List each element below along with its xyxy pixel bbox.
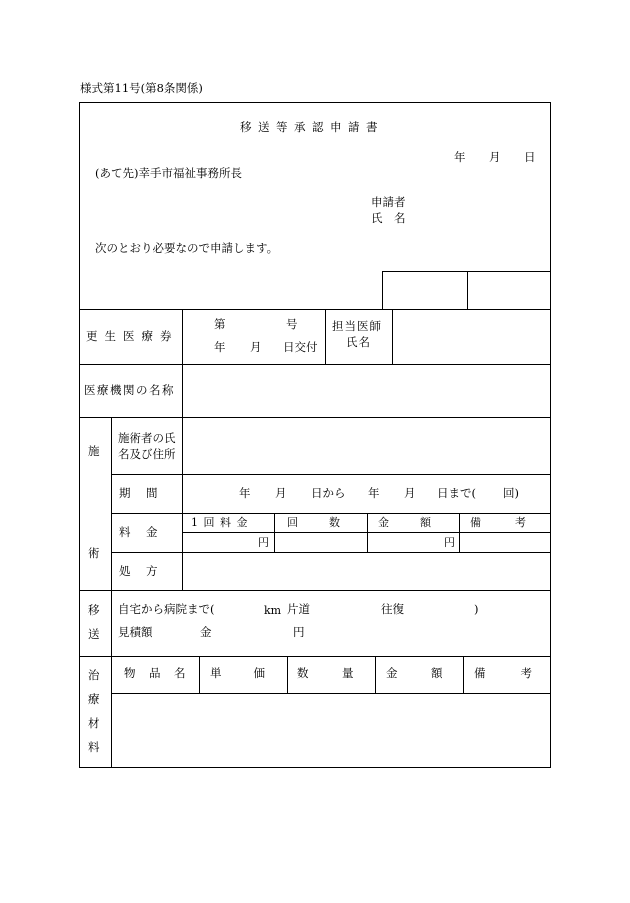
isou-side-label-1: 移 bbox=[88, 603, 100, 617]
materials-column-line bbox=[463, 656, 464, 693]
materials-header-divider bbox=[111, 693, 551, 694]
date-month-label: 月 bbox=[489, 150, 501, 164]
estimate-amount-label: 金 bbox=[200, 625, 212, 639]
date-day-label: 日 bbox=[524, 150, 536, 164]
request-text: 次のとおり必要なので申請します。 bbox=[95, 241, 279, 255]
km-unit: km bbox=[264, 604, 282, 617]
issued-year-label: 年 bbox=[214, 340, 226, 354]
fee-per-visit-unit: 円 bbox=[258, 536, 269, 549]
period-label: 期 間 bbox=[119, 486, 160, 500]
fee-header-per-visit: 1 回 料 金 bbox=[191, 516, 249, 529]
materials-side-label-2: 療 bbox=[88, 692, 100, 706]
section-divider bbox=[79, 417, 551, 418]
fee-header-count: 回 数 bbox=[287, 516, 343, 529]
fee-header-remarks: 備 考 bbox=[470, 516, 530, 529]
ticket-number-suffix: 号 bbox=[286, 317, 298, 331]
section-divider bbox=[79, 656, 551, 657]
period-year-to: 年 bbox=[368, 486, 380, 500]
materials-header-quantity: 数 量 bbox=[297, 666, 357, 680]
isou-side-label-2: 送 bbox=[88, 627, 100, 641]
koseiiryoken-label: 更生医療券 bbox=[86, 329, 179, 343]
label-column-line bbox=[182, 417, 183, 590]
doctor-column-right bbox=[392, 309, 393, 364]
doctor-label: 担当医師 bbox=[332, 319, 382, 333]
oneway-label: 片道 bbox=[287, 602, 310, 616]
materials-header-remarks: 備 考 bbox=[474, 666, 536, 680]
stamp-box-left bbox=[382, 271, 383, 309]
issued-suffix: 日交付 bbox=[283, 340, 318, 354]
side-column-line bbox=[111, 417, 112, 590]
institution-label: 医療機関の名称 bbox=[84, 383, 175, 397]
materials-header-unit-price: 単 価 bbox=[210, 666, 268, 680]
materials-side-label-3: 材 bbox=[88, 716, 100, 730]
route-close-paren: ) bbox=[474, 602, 479, 616]
row-divider bbox=[111, 474, 551, 475]
side-column-line bbox=[111, 656, 112, 768]
fee-column-line bbox=[274, 513, 275, 552]
fee-column-line bbox=[459, 513, 460, 552]
fee-label: 料 金 bbox=[119, 525, 160, 539]
practitioner-label-2: 名及び住所 bbox=[118, 447, 176, 461]
doctor-name-label: 氏名 bbox=[346, 335, 371, 349]
materials-side-label-4: 料 bbox=[88, 740, 100, 754]
estimate-label: 見積額 bbox=[118, 625, 153, 639]
ticket-number-prefix: 第 bbox=[214, 317, 226, 331]
materials-header-amount: 金 額 bbox=[386, 666, 446, 680]
fee-amount-unit: 円 bbox=[444, 536, 455, 549]
prescription-label: 処 方 bbox=[119, 564, 160, 578]
side-column-line bbox=[111, 590, 112, 656]
period-count: 回) bbox=[503, 486, 519, 500]
sejutsu-side-label-2: 術 bbox=[88, 546, 100, 560]
applicant-label: 申請者 bbox=[371, 195, 406, 209]
fee-header-amount: 金 額 bbox=[378, 516, 434, 529]
row-divider bbox=[111, 552, 551, 553]
materials-column-line bbox=[199, 656, 200, 693]
date-year-label: 年 bbox=[454, 150, 466, 164]
roundtrip-label: 往復 bbox=[381, 602, 404, 616]
section-divider bbox=[79, 590, 551, 591]
period-year-from: 年 bbox=[239, 486, 251, 500]
doctor-column-left bbox=[325, 309, 326, 364]
form-number: 様式第11号(第8条関係) bbox=[80, 81, 203, 95]
materials-side-label-1: 治 bbox=[88, 668, 100, 682]
materials-column-line bbox=[375, 656, 376, 693]
addressee: (あて先)幸手市福祉事務所長 bbox=[95, 166, 242, 180]
applicant-name-label: 氏 名 bbox=[371, 211, 406, 225]
issued-month-label: 月 bbox=[250, 340, 262, 354]
estimate-yen-unit: 円 bbox=[293, 625, 305, 639]
stamp-box-mid bbox=[467, 271, 468, 309]
materials-header-item: 物 品 名 bbox=[124, 666, 187, 680]
section-divider bbox=[79, 364, 551, 365]
sejutsu-side-label-1: 施 bbox=[88, 444, 100, 458]
row-divider bbox=[111, 513, 551, 514]
period-to: 日まで( bbox=[437, 486, 476, 500]
period-month-from: 月 bbox=[275, 486, 287, 500]
period-month-to: 月 bbox=[404, 486, 416, 500]
form-title: 移送等承認申請書 bbox=[240, 120, 384, 134]
label-column-line bbox=[182, 309, 183, 418]
section-divider bbox=[79, 309, 551, 310]
route-text: 自宅から病院まで( bbox=[118, 602, 215, 616]
practitioner-label: 施術者の氏 bbox=[118, 431, 176, 445]
period-from: 日から bbox=[311, 486, 346, 500]
materials-column-line bbox=[287, 656, 288, 693]
fee-column-line bbox=[367, 513, 368, 552]
